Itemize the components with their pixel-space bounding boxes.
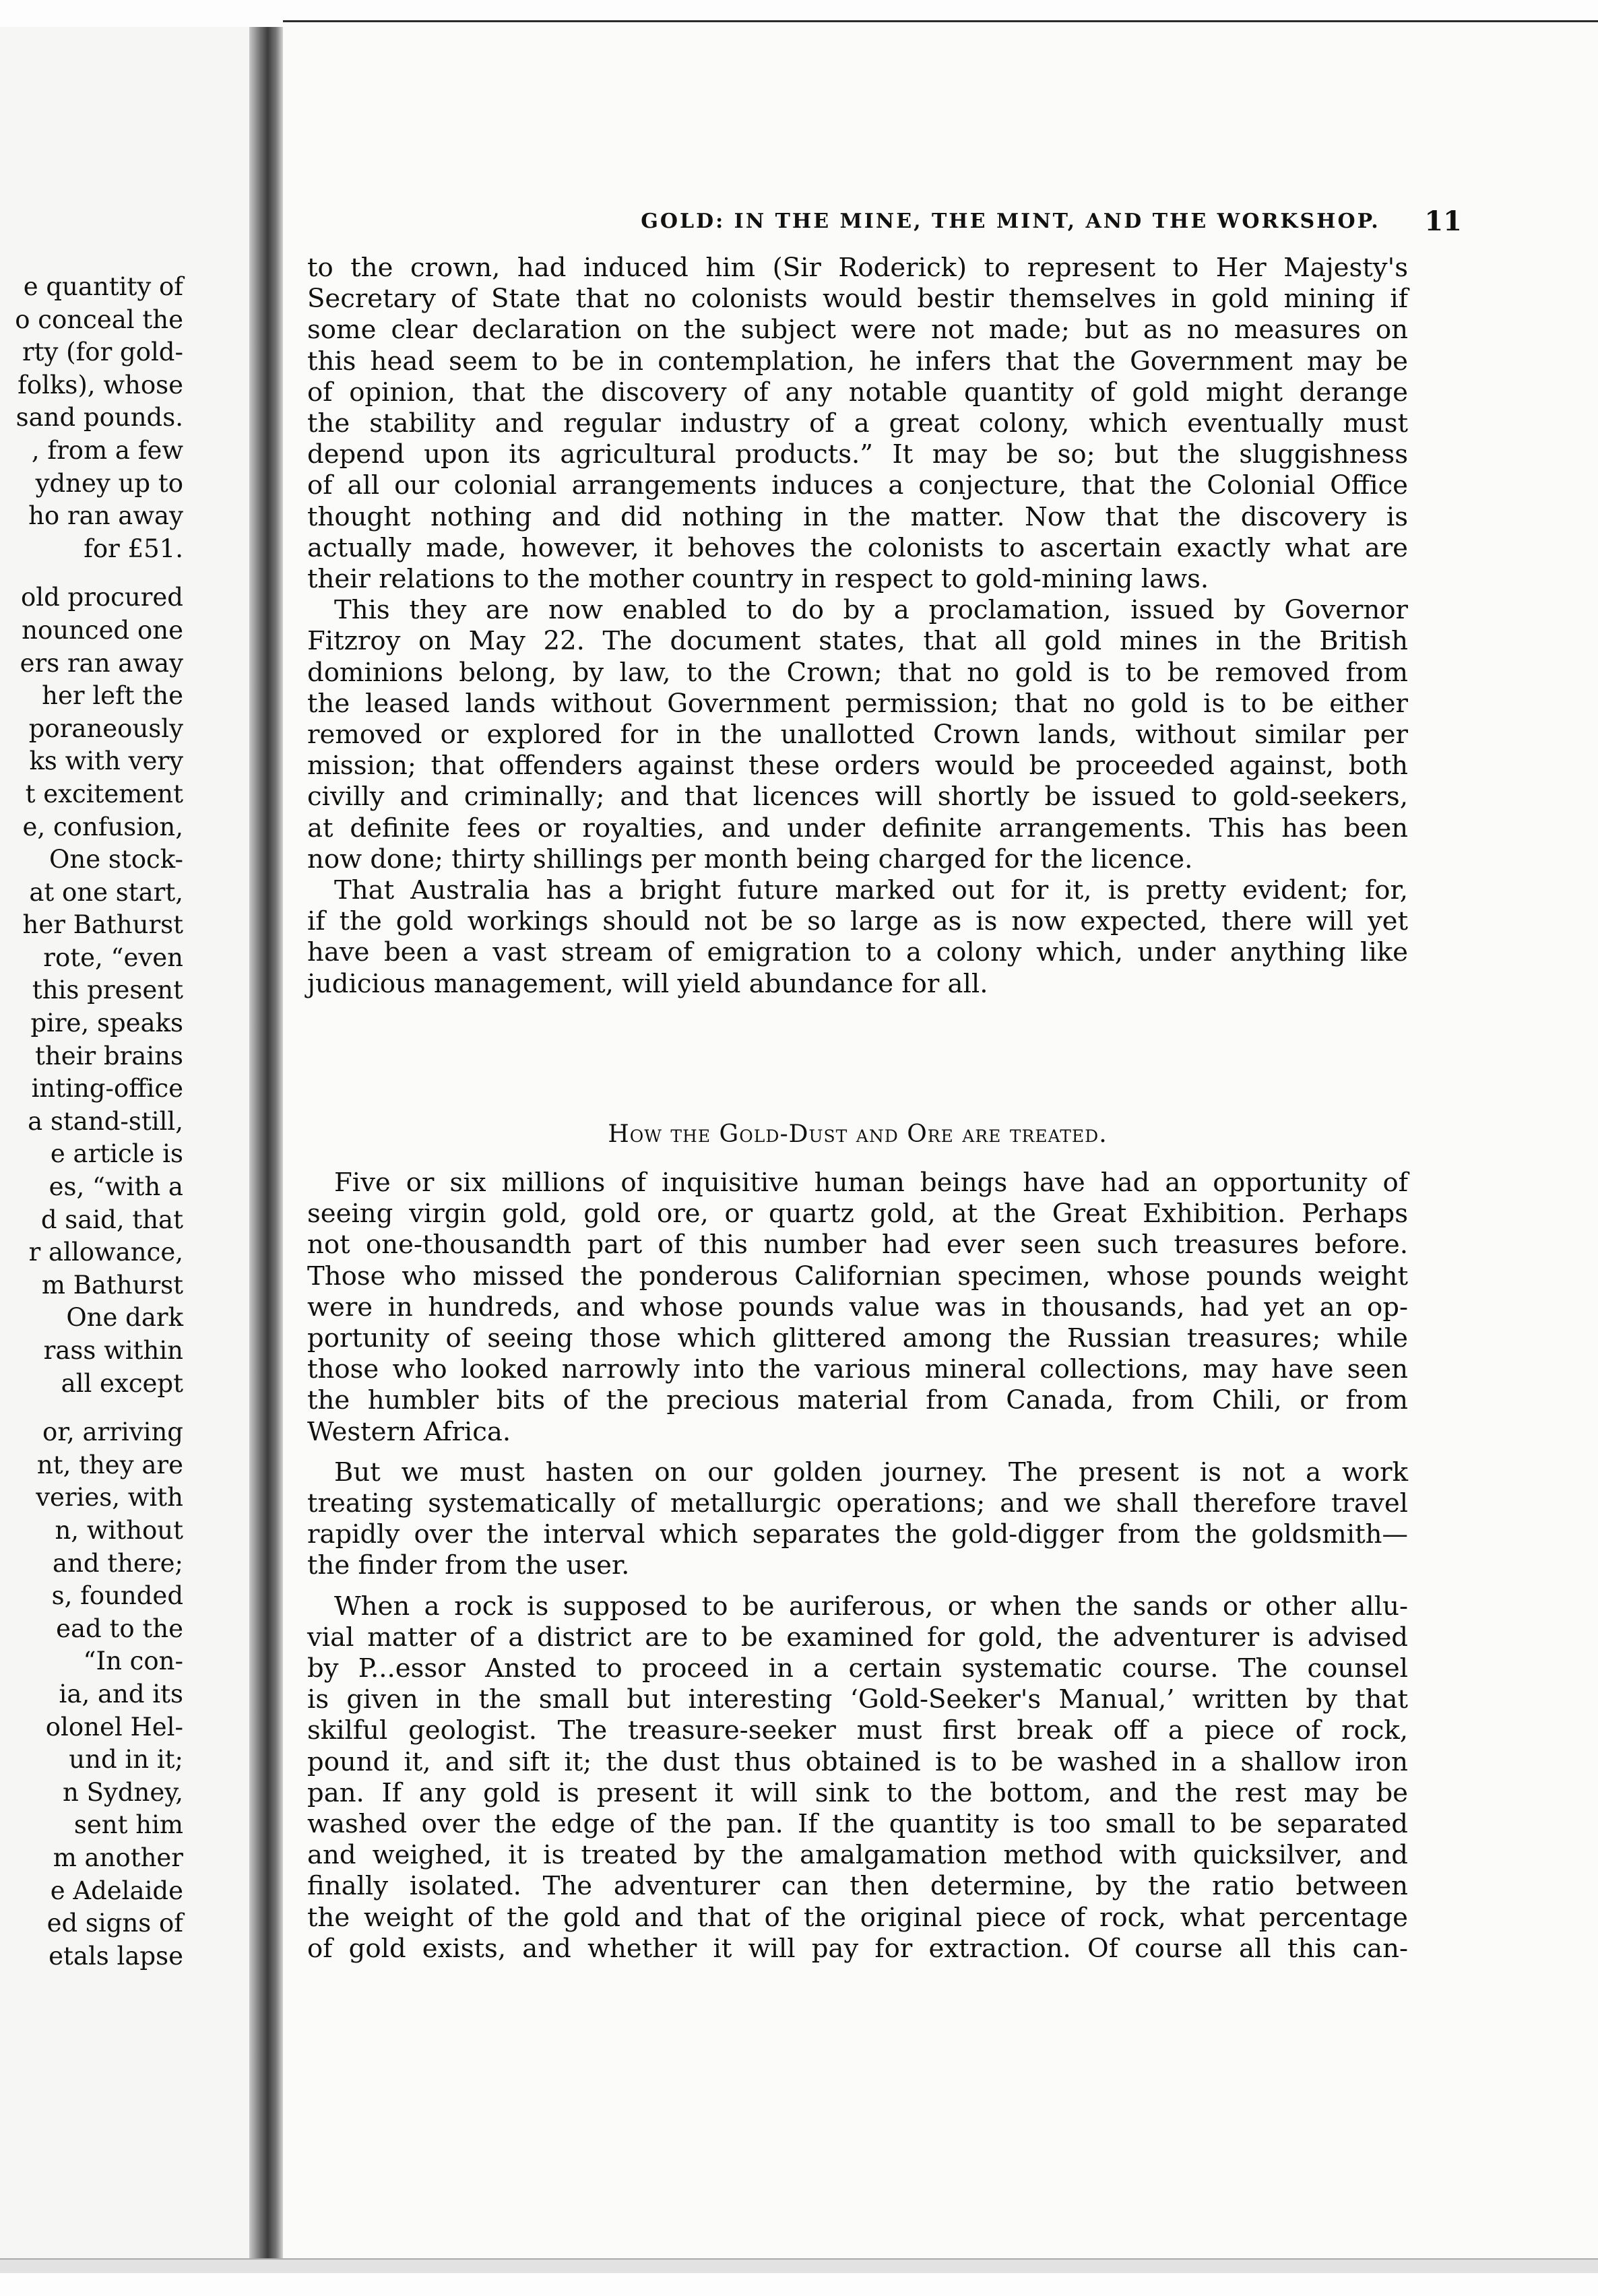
- left-page-line: pire, speaks: [30, 1009, 183, 1038]
- text-line: not one-thousandth part of this number had ever seen such treasures before.: [307, 1230, 1408, 1261]
- text-line: washed over the edge of the pan. If the quantity is too small to be separated: [307, 1809, 1408, 1840]
- text-line: Fitzroy on May 22. The document states, that all gold mines in the British: [307, 626, 1408, 657]
- text-line: That Australia has a bright future marked out for it, is pretty evident; for,: [334, 875, 1408, 906]
- text-line: those who looked narrowly into the various mineral collections, may have seen: [307, 1354, 1408, 1385]
- left-page-line: ia, and its: [59, 1679, 183, 1709]
- section-heading: How the Gold-Dust and Ore are treated.: [608, 1120, 1108, 1148]
- text-line: have been a vast stream of emigration to a colony which, under anything like: [307, 937, 1408, 968]
- text-line: now done; thirty shillings per month being charged for the licence.: [307, 843, 1193, 874]
- left-page-line: sand pounds.: [15, 403, 183, 433]
- left-page-line: es, “with a: [49, 1172, 183, 1202]
- left-page-line: or, arriving: [42, 1417, 183, 1447]
- left-page-line: inting-office: [31, 1074, 183, 1104]
- left-page-line: folks), whose: [18, 370, 183, 400]
- left-page-line: old procured: [20, 583, 183, 612]
- text-line: actually made, however, it behoves the colonists to ascertain exactly what are: [307, 532, 1408, 563]
- left-page-line: rty (for gold-: [22, 338, 183, 367]
- text-line: portunity of seeing those which glittered among the Russian treasures; while: [307, 1323, 1408, 1354]
- text-line: and weighed, it is treated by the amalgamation method with quicksilver, and: [307, 1840, 1408, 1871]
- left-facing-page: [0, 27, 251, 2270]
- left-page-line: m Bathurst: [41, 1270, 183, 1300]
- left-page-line: nounced one: [22, 615, 183, 645]
- left-page-line: veries, with: [36, 1483, 183, 1512]
- left-page-line: ho ran away: [28, 501, 183, 531]
- text-line: Those who missed the ponderous Californian specimen, whose pounds weight: [307, 1261, 1408, 1292]
- left-page-line: e, confusion,: [22, 812, 183, 841]
- text-line: is given in the small but interesting ‘Gold-Seeker's Manual,’ written by that: [307, 1684, 1408, 1715]
- text-line: at definite fees or royalties, and under definite arrangements. This has been: [307, 812, 1408, 843]
- left-page-line: und in it;: [69, 1745, 183, 1775]
- text-line: skilful geologist. The treasure-seeker must first break off a piece of rock,: [307, 1715, 1408, 1746]
- left-page-line: for £51.: [84, 534, 183, 563]
- left-page-line: sent him: [73, 1810, 183, 1840]
- text-line: pound it, and sift it; the dust thus obtained is to be washed in a shallow iron: [307, 1746, 1408, 1777]
- left-page-line: nt, they are: [36, 1450, 183, 1479]
- text-line: to the crown, had induced him (Sir Roderick) to represent to Her Majesty's: [307, 253, 1408, 283]
- left-page-line: and there;: [53, 1548, 183, 1578]
- left-page-line: this present: [32, 976, 183, 1005]
- left-page-line: etals lapse: [49, 1941, 183, 1971]
- left-page-line: e Adelaide: [50, 1876, 183, 1905]
- left-page-line: “In con-: [83, 1647, 183, 1676]
- left-page-line: rote, “even: [43, 943, 183, 972]
- text-line: this head seem to be in contemplation, he infers that the Government may be: [307, 346, 1408, 377]
- text-line: thought nothing and did nothing in the matter. Now that the discovery is: [307, 501, 1408, 532]
- text-line: pan. If any gold is present it will sink to the bottom, and the rest may be: [307, 1777, 1408, 1808]
- left-page-line: ydney up to: [35, 468, 183, 498]
- paragraph-australia-future: [307, 875, 1408, 1000]
- left-page-line: o conceal the: [15, 305, 183, 334]
- text-line: the stability and regular industry of a great colony, which eventually must: [307, 408, 1408, 439]
- paragraph-exhibition: [307, 1168, 1408, 1448]
- text-line: the weight of the gold and that of the original piece of rock, what percentage: [307, 1902, 1408, 1933]
- text-line: the finder from the user.: [307, 1550, 630, 1581]
- left-page-line: at one start,: [29, 877, 183, 907]
- left-page-line: her left the: [42, 681, 183, 711]
- left-page-line: One dark: [66, 1303, 183, 1333]
- text-line: the humbler bits of the precious material from Canada, from Chili, or from: [307, 1385, 1408, 1416]
- text-line: Secretary of State that no colonists would bestir themselves in gold mining if: [307, 284, 1408, 315]
- left-page-line: e quantity of: [23, 272, 183, 301]
- left-page-line: their brains: [35, 1041, 183, 1071]
- left-page-line: her Bathurst: [22, 910, 183, 940]
- left-page-line: s, founded: [51, 1581, 183, 1611]
- text-line: their relations to the mother country in respect to gold-mining laws.: [307, 564, 1209, 595]
- left-page-line: One stock-: [49, 845, 183, 874]
- page-bottom-edge: [0, 2258, 1598, 2273]
- text-line: rapidly over the interval which separates the gold-digger from the goldsmith—: [307, 1519, 1408, 1550]
- paragraph-proclamation: [307, 595, 1408, 875]
- text-line: Five or six millions of inquisitive human beings have had an opportunity of: [334, 1168, 1408, 1198]
- text-line: mission; that offenders against these orders would be proceeded against, both: [307, 751, 1408, 782]
- text-line: vial matter of a district are to be examined for gold, the adventurer is advised: [307, 1622, 1408, 1653]
- body-text-upper: [307, 253, 1408, 1000]
- left-page-line: ed signs of: [46, 1909, 183, 1938]
- text-line: if the gold workings should not be so large as is now expected, there will yet: [307, 906, 1408, 937]
- left-page-line: ers ran away: [20, 648, 183, 678]
- left-page-line: n, without: [55, 1515, 183, 1545]
- right-page: [283, 20, 1598, 2272]
- text-line: dominions belong, by law, to the Crown; that no gold is to be removed from: [307, 657, 1408, 688]
- text-line: seeing virgin gold, gold ore, or quartz gold, at the Great Exhibition. Perhaps: [307, 1199, 1408, 1230]
- text-line: removed or explored for in the unallotted Crown lands, without similar per: [307, 720, 1408, 751]
- text-line: treating systematically of metallurgic operations; and we shall therefore travel: [307, 1488, 1408, 1519]
- text-line: of all our colonial arrangements induces a conjecture, that the Colonial Office: [307, 470, 1408, 501]
- left-page-line: e article is: [50, 1139, 183, 1169]
- left-page-line: , from a few: [31, 435, 183, 465]
- text-line: of gold exists, and whether it will pay for extraction. Of course all this can-: [307, 1933, 1408, 1964]
- text-line: by P...essor Ansted to proceed in a certain systematic course. The counsel: [307, 1653, 1408, 1684]
- text-line: of opinion, that the discovery of any notable quantity of gold might derange: [307, 377, 1408, 408]
- left-page-line: all except: [61, 1368, 183, 1398]
- left-page-text-fragments: [0, 271, 183, 1973]
- left-page-line: d said, that: [40, 1205, 183, 1234]
- left-page-line: n Sydney,: [62, 1777, 183, 1807]
- left-page-line: m another: [53, 1843, 183, 1872]
- left-page-line: ks with very: [29, 746, 183, 776]
- left-page-line: rass within: [43, 1336, 183, 1365]
- text-line: some clear declaration on the subject were not made; but as no measures on: [307, 315, 1408, 346]
- left-page-line: ead to the: [56, 1614, 183, 1643]
- text-line: finally isolated. The adventurer can then determine, by the ratio between: [307, 1871, 1408, 1902]
- text-line: judicious management, will yield abundance for all.: [307, 968, 988, 999]
- left-page-line: r allowance,: [28, 1238, 183, 1267]
- text-line: Western Africa.: [307, 1416, 511, 1447]
- text-line: When a rock is supposed to be auriferous, or when the sands or other allu-: [334, 1591, 1408, 1622]
- left-page-line: t excitement: [25, 779, 183, 808]
- text-line: This they are now enabled to do by a proclamation, issued by Governor: [334, 595, 1408, 626]
- left-page-line: olonel Hel-: [45, 1712, 183, 1742]
- paragraph-auriferous-rock: [307, 1591, 1408, 1965]
- text-line: But we must hasten on our golden journey. The present is not a work: [334, 1457, 1408, 1488]
- left-page-line: a stand-still,: [28, 1106, 183, 1136]
- text-line: the leased lands without Government permission; that no gold is to be either: [307, 688, 1408, 719]
- body-text-lower: [307, 1168, 1408, 1965]
- text-line: were in hundreds, and whose pounds value was in thousands, had yet an op-: [307, 1292, 1408, 1322]
- paragraph-continuation: [307, 253, 1408, 595]
- text-line: depend upon its agricultural products.” It may be so; but the sluggishness: [307, 439, 1408, 470]
- running-head: GOLD: IN THE MINE, THE MINT, AND THE WORKSHOP.: [641, 210, 1380, 233]
- left-page-line: poraneously: [28, 713, 183, 743]
- book-gutter: [249, 27, 283, 2270]
- paragraph-golden-journey: [307, 1457, 1408, 1582]
- page-number: 11: [1424, 205, 1462, 237]
- text-line: civilly and criminally; and that licences will shortly be issued to gold-seekers,: [307, 782, 1408, 812]
